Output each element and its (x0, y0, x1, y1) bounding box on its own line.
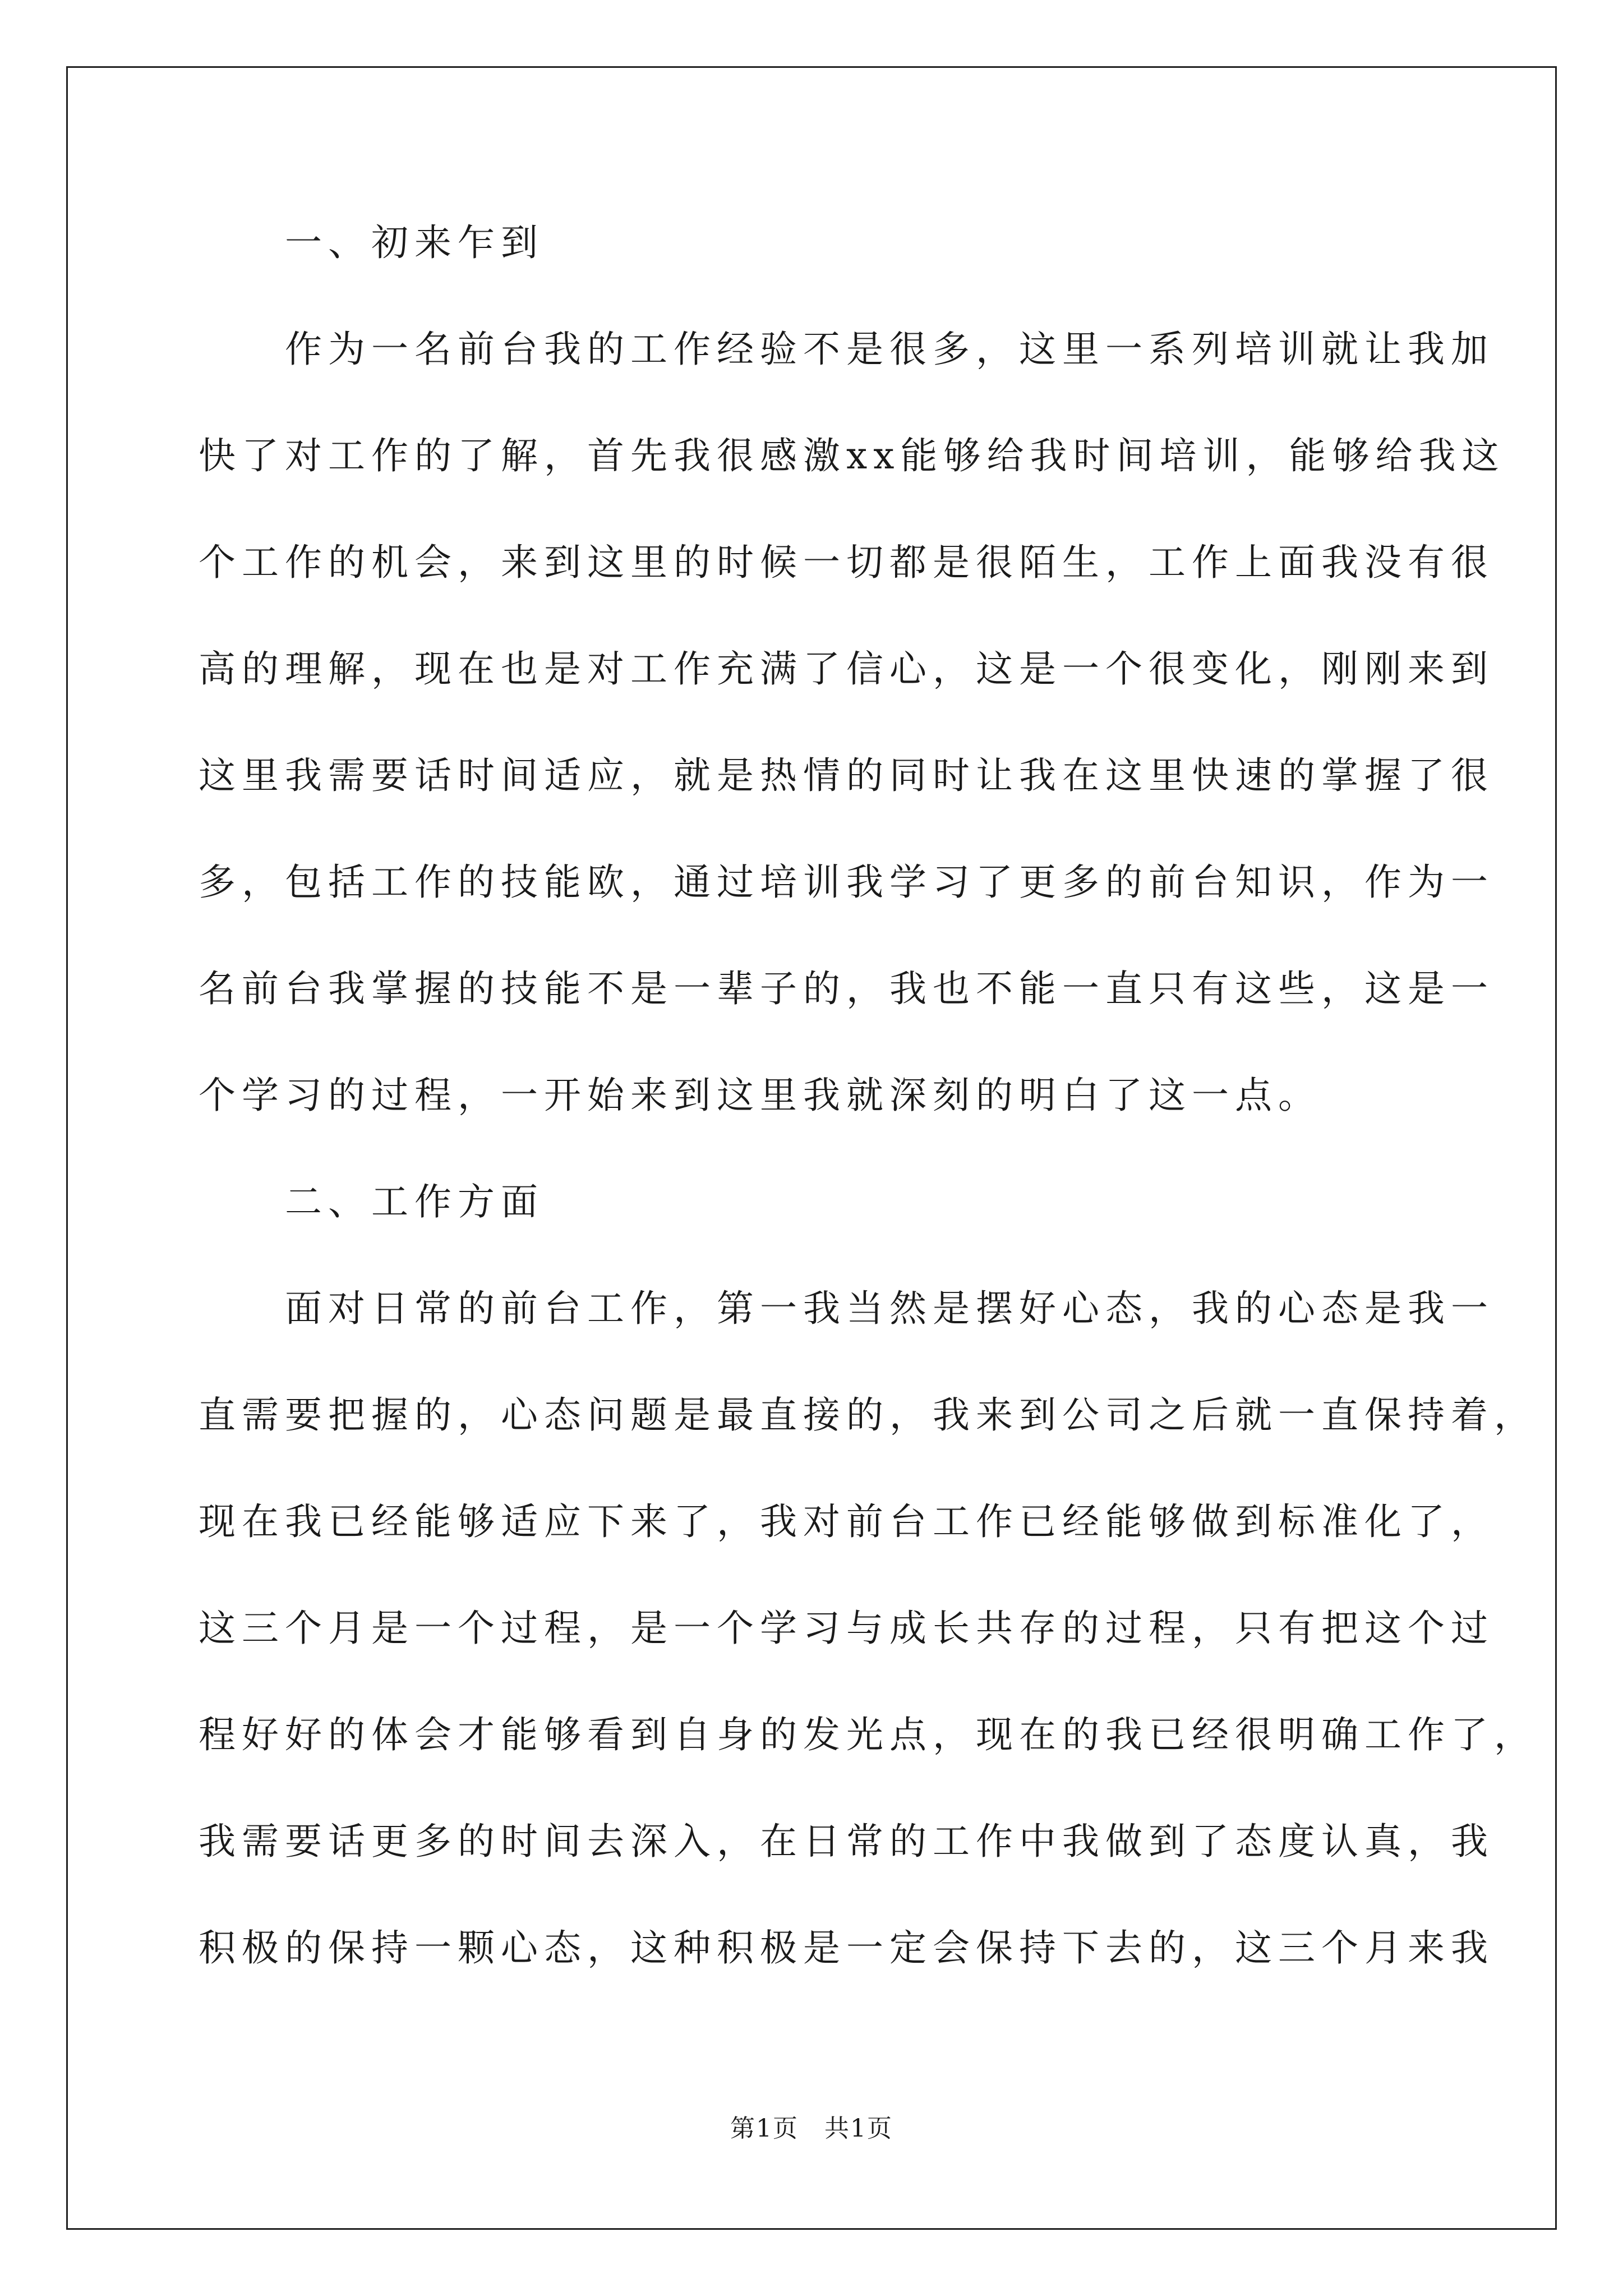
paragraph-line: 程好好的体会才能够看到自身的发光点，现在的我已经很明确工作了， (199, 1713, 1537, 1756)
paragraph-line: 名前台我掌握的技能不是一辈子的，我也不能一直只有这些，这是一 (199, 967, 1494, 1010)
paragraph-line: 快了对工作的了解，首先我很感激xx能够给我时间培训，能够给我这 (199, 434, 1505, 477)
paragraph-line: 积极的保持一颗心态，这种积极是一定会保持下去的，这三个月来我 (199, 1926, 1494, 1970)
paragraph-line: 直需要把握的，心态问题是最直接的，我来到公司之后就一直保持着， (199, 1393, 1537, 1437)
heading-2: 二、工作方面 (199, 1180, 544, 1223)
paragraph-line: 个工作的机会，来到这里的时候一切都是很陌生，工作上面我没有很 (199, 541, 1494, 584)
paragraph-line: 面对日常的前台工作，第一我当然是摆好心态，我的心态是我一 (199, 1287, 1494, 1330)
paragraph-line: 高的理解，现在也是对工作充满了信心，这是一个很变化，刚刚来到 (199, 647, 1494, 691)
heading-1: 一、初来乍到 (199, 221, 544, 264)
paragraph-line: 这三个月是一个过程，是一个学习与成长共存的过程，只有把这个过 (199, 1607, 1494, 1650)
paragraph-line: 我需要话更多的时间去深入，在日常的工作中我做到了态度认真，我 (199, 1820, 1494, 1863)
paragraph-line: 作为一名前台我的工作经验不是很多，这里一系列培训就让我加 (199, 328, 1494, 371)
paragraph-line: 个学习的过程，一开始来到这里我就深刻的明白了这一点。 (199, 1074, 1321, 1117)
paragraph-line: 这里我需要话时间适应，就是热情的同时让我在这里快速的掌握了很 (199, 754, 1494, 797)
page-footer: 第1页 共1页 (730, 2114, 893, 2143)
document-body (199, 216, 1537, 1975)
paragraph-line: 现在我已经能够适应下来了，我对前台工作已经能够做到标准化了， (199, 1500, 1494, 1543)
paragraph-line: 多，包括工作的技能欧，通过培训我学习了更多的前台知识，作为一 (199, 861, 1494, 904)
